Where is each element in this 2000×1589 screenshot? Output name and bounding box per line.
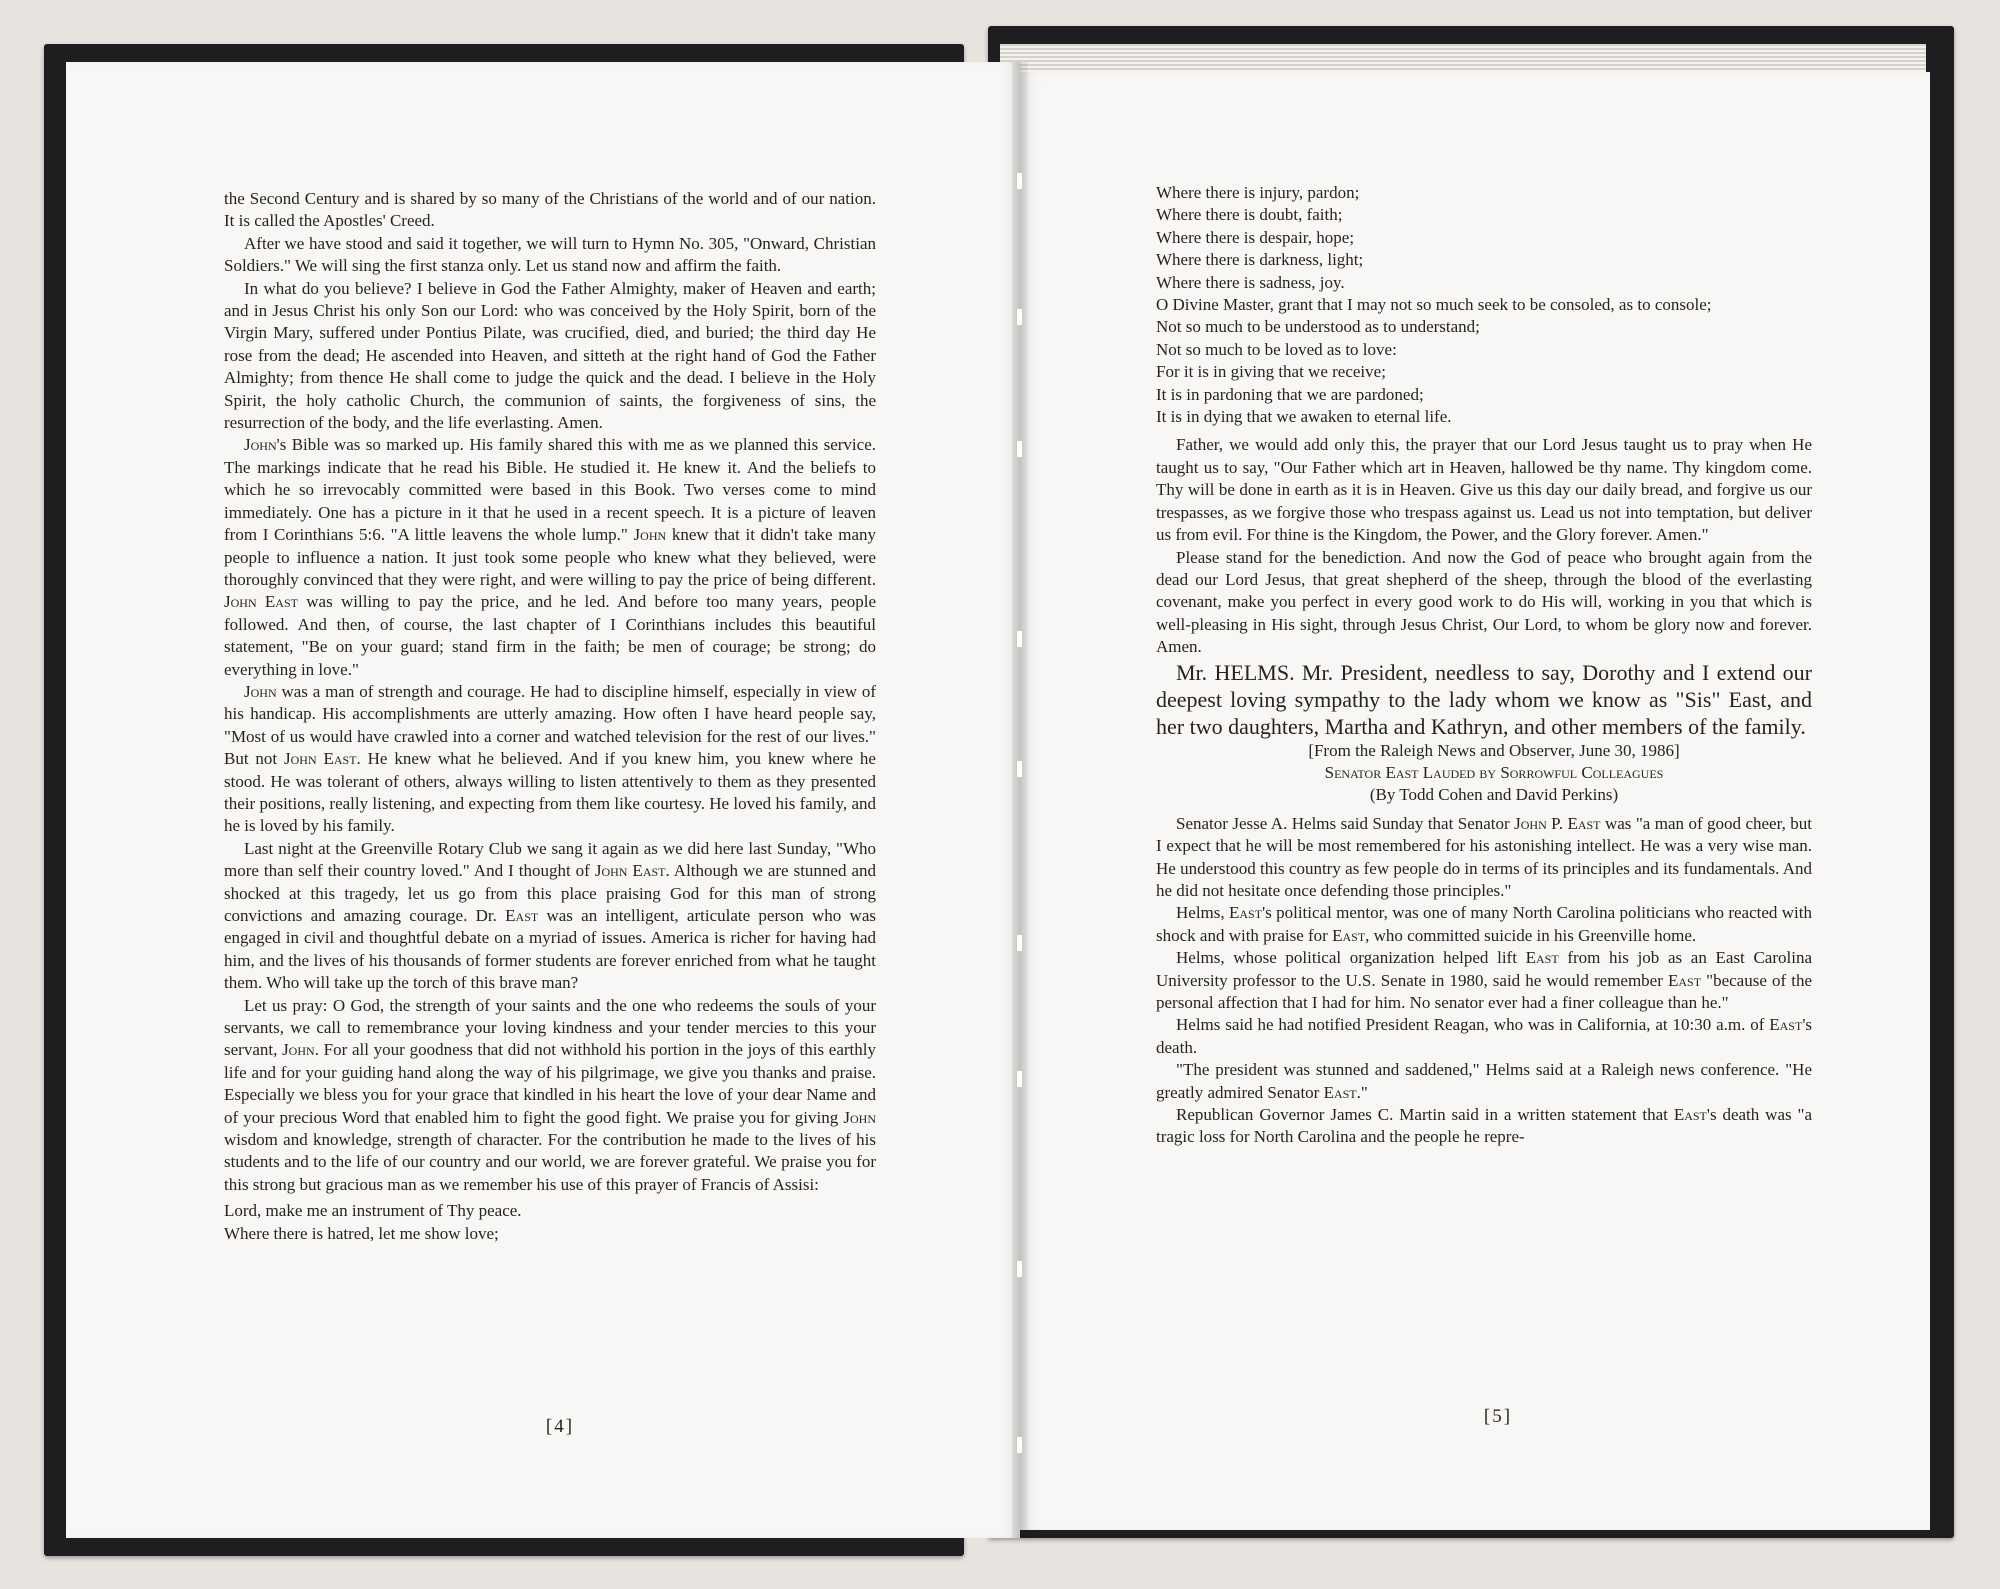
right-page-text bbox=[1156, 182, 1812, 1149]
name-small-caps: John bbox=[843, 1107, 876, 1127]
text-run: the Second Century and is shared by so many of the Christians of the world and of our nation. It is called the Apostles' Creed. bbox=[224, 189, 876, 231]
paragraph bbox=[1156, 1014, 1812, 1059]
article-headline: Senator East Lauded by Sorrowful Colleagues bbox=[1324, 762, 1664, 782]
left-page-text bbox=[224, 188, 876, 1245]
name-small-caps: John bbox=[1514, 813, 1547, 833]
text-run: Helms, bbox=[1176, 903, 1229, 923]
text-run: 's death was "a tragic loss for North Carolina and the people he repre- bbox=[1156, 1105, 1812, 1147]
article-paragraphs bbox=[1156, 813, 1812, 1149]
verse-line: Lord, make me an instrument of Thy peace. bbox=[224, 1201, 522, 1221]
text-run: Republican Governor James C. Martin said in a written statement that bbox=[1176, 1105, 1674, 1125]
verse-line: For it is in giving that we receive; bbox=[1156, 362, 1386, 382]
verse-line: Where there is sadness, joy. bbox=[1156, 272, 1345, 292]
text-run: 's death. bbox=[1156, 1015, 1812, 1057]
name-small-caps: East bbox=[1323, 1082, 1357, 1102]
text-run: Helms said he had notified President Reagan, who was in California, at 10:30 a.m. of bbox=[1176, 1015, 1770, 1035]
paragraph bbox=[224, 278, 876, 435]
verse-line: It is in dying that we awaken to eternal life. bbox=[1156, 407, 1452, 427]
name-small-caps: John East bbox=[284, 749, 357, 769]
page-number-left: [4] bbox=[545, 1416, 575, 1437]
text-run: , who committed suicide in his Greenville home. bbox=[1365, 925, 1697, 945]
name-small-caps: East bbox=[1567, 813, 1601, 833]
text-run: . For all your goodness that did not withhold his portion in the joys of this earthly life and for your guiding hand along the way of his pilgrimage, we give you thanks and praise. Especially we bless you for your grace that kindled in his heart the love of your dear Name and of your precious Word that enabled him to fight the good fight. We praise you for giving bbox=[224, 1040, 876, 1127]
paragraph bbox=[224, 233, 876, 278]
paragraph bbox=[224, 681, 876, 838]
binding-stitch bbox=[1016, 1260, 1023, 1278]
paragraph bbox=[1156, 947, 1812, 1014]
text-run: "The president was stunned and saddened," Helms said at a Raleigh news conference. "He greatly admired Senator bbox=[1156, 1060, 1812, 1102]
text-run: wisdom and knowledge, strength of character. For the contribution he made to the lives of his students and to the life of our country and our world, we are forever grateful. We praise you for this strong but gracious man as we remember his use of this prayer of Francis of Assisi: bbox=[224, 1130, 876, 1194]
page-number-right: [5] bbox=[1483, 1406, 1513, 1427]
text-run: P. bbox=[1546, 813, 1568, 833]
binding-stitch bbox=[1016, 934, 1023, 952]
text-run: Please stand for the benediction. And now the God of peace who brought again from the dead our Lord Jesus, that great shepherd of the sheep, through the blood of the everlasting covenant, make you perfect in every good work to do His will, working in you that which is well-pleasing in His sight, through Jesus Christ, Our Lord, to whom be glory now and forever. Amen. bbox=[1156, 547, 1812, 657]
name-small-caps: John bbox=[244, 681, 277, 701]
page-edges bbox=[1000, 44, 1926, 72]
name-small-caps: East bbox=[1673, 1105, 1707, 1125]
verse-line: O Divine Master, grant that I may not so much seek to be consoled, as to console; bbox=[1156, 295, 1712, 315]
binding-stitch bbox=[1016, 440, 1023, 458]
verse-line: Not so much to be understood as to understand; bbox=[1156, 317, 1480, 337]
prayer-verse-continued bbox=[1156, 182, 1812, 428]
binding-stitch bbox=[1016, 630, 1023, 648]
name-small-caps: East bbox=[1769, 1015, 1803, 1035]
verse-line: Where there is despair, hope; bbox=[1156, 227, 1355, 247]
binding-stitch bbox=[1016, 308, 1023, 326]
text-run: In what do you believe? I believe in God the Father Almighty, maker of Heaven and earth; and in Jesus Christ his only Son our Lord: who was conceived by the Holy Spirit, born of the Virgin Mary, suffered under Pontius Pilate, was crucified, died, and buried; the third day He rose from the dead; He ascended into Heaven, and sitteth at the right hand of God the Father Almighty; from thence He shall come to judge the quick and the dead. I believe in the Holy Spirit, the holy catholic Church, the communion of saints, the forgiveness of sins, the resurrection of the body, and the life everlasting. Amen. bbox=[224, 278, 876, 433]
text-run: Last night at the Greenville Rotary Club we sang it again as we did here last Sunday, "Who more than self their country loved." And I thought of bbox=[224, 838, 876, 881]
name-small-caps: East bbox=[1229, 903, 1263, 923]
paragraph bbox=[1156, 1059, 1812, 1104]
text-run: Let us pray: O God, the strength of your saints and the one who redeems the souls of your servants, we call to remembrance your loving kindness and your tender mercies to this your servant, bbox=[224, 995, 876, 1060]
name-small-caps: East bbox=[505, 906, 539, 925]
text-run: knew that it didn't take many people to influence a nation. It just took some people who knew what they believed, were thoroughly convinced that they were right, and were willing to pay the price of being different. bbox=[224, 525, 876, 589]
text-run: ." bbox=[1356, 1082, 1368, 1102]
binding-stitch bbox=[1016, 1070, 1023, 1088]
binding-stitch bbox=[1016, 760, 1023, 778]
text-run: . He knew what he believed. And if you knew him, you knew where he stood. He was tolerant of others, always willing to listen attentively to them as they presented their positions, really listening, and expecting from them like courtesy. He loved his family, and he is loved by his family. bbox=[224, 749, 876, 836]
text-run: 's Bible was so marked up. His family shared this with me as we planned this service. The markings indicate that he read his Bible. He studied it. He knew it. And the beliefs to which he so irrevocably committed were based in this Book. Two verses come to mind immediately. One has a picture in it that he used in a recent speech. It is a picture of leaven from I Corinthians 5:6. "A little leavens the whole lump." bbox=[224, 435, 876, 545]
name-small-caps: East bbox=[1525, 948, 1559, 968]
source-line: [From the Raleigh News and Observer, June 30, 1986] bbox=[1308, 740, 1680, 760]
verse-line: Where there is doubt, faith; bbox=[1156, 205, 1343, 225]
name-small-caps: John East bbox=[224, 592, 298, 612]
text-run: 's political mentor, was one of many North Carolina politicians who reacted with shock and with praise for bbox=[1156, 903, 1812, 945]
paragraph bbox=[1156, 902, 1812, 947]
text-run: Father, we would add only this, the prayer that our Lord Jesus taught us to pray when He taught us to say, "Our Father which art in Heaven, hallowed be thy name. Thy kingdom come. Thy will be done in earth as it is in Heaven. Give us this day our daily bread, and forgive us our trespasses, as we forgive those who trespass against us. Lead us not into temptation, but deliver us from evil. For thine is the Kingdom, the Power, and the Glory forever. Amen." bbox=[1156, 435, 1812, 545]
paragraph bbox=[224, 434, 876, 680]
paragraph bbox=[1156, 434, 1812, 546]
name-small-caps: East bbox=[1668, 970, 1702, 990]
name-small-caps: John East bbox=[594, 861, 666, 881]
text-run: was a man of strength and courage. He had to discipline himself, especially in view of his handicap. His accomplishments are utterly amazing. How often I have heard people say, "Most of us would have crawled into a corner and watched television for the rest of our lives." But not bbox=[224, 681, 876, 769]
text-run: "because of the personal affection that I had for him. No senator ever had a finer colleague than he." bbox=[1156, 970, 1813, 1012]
name-small-caps: John bbox=[244, 435, 277, 455]
binding-stitch bbox=[1016, 1436, 1023, 1454]
name-small-caps: John bbox=[282, 1040, 315, 1060]
paragraph bbox=[1156, 1104, 1812, 1149]
verse-line: Where there is hatred, let me show love; bbox=[224, 1223, 499, 1243]
verse-line: It is in pardoning that we are pardoned; bbox=[1156, 384, 1424, 404]
verse-line: Where there is injury, pardon; bbox=[1156, 183, 1360, 202]
paragraph bbox=[1156, 813, 1812, 903]
text-run: was an intelligent, articulate person who was engaged in civil and thoughtful debate on a myriad of issues. America is richer for having had him, and the lives of his thousands of former students are forever enriched from what he taught them. Who will take up the torch of this brave man? bbox=[224, 906, 876, 993]
verse-line: Where there is darkness, light; bbox=[1156, 250, 1364, 270]
binding-stitch bbox=[1016, 172, 1023, 190]
paragraph bbox=[1156, 547, 1812, 659]
text-run: . Although we are stunned and shocked at this tragedy, let us go from this place praising God for this man of strong convictions and amazing courage. Dr. bbox=[224, 861, 876, 925]
book-gutter bbox=[1012, 62, 1028, 1538]
helms-statement: Mr. HELMS. Mr. President, needless to say, Dorothy and I extend our deepest loving sympathy to the lady whom we know as "Sis" East, and her two daughters, Martha and Kathryn, and other members of the family. bbox=[1156, 659, 1812, 739]
text-run: was "a man of good cheer, but I expect that he will be most remembered for his astonishing intellect. He was a very wise man. He understood this country as few people do in terms of its principles and its fundamentals. And he did not hesitate once defending those principles." bbox=[1156, 813, 1812, 900]
text-run: After we have stood and said it together, we will turn to Hymn No. 305, "Onward, Christian Soldiers." We will sing the first stanza only. Let us stand now and affirm the faith. bbox=[224, 233, 876, 276]
text-run: Helms, whose political organization helped lift bbox=[1176, 948, 1526, 968]
prayer-paragraphs bbox=[1156, 434, 1812, 658]
text-run: Senator Jesse A. Helms said Sunday that Senator bbox=[1176, 813, 1515, 833]
paragraph bbox=[224, 995, 876, 1197]
verse-line: Not so much to be loved as to love: bbox=[1156, 339, 1397, 359]
left-paragraphs bbox=[224, 188, 876, 1196]
name-small-caps: East bbox=[1332, 925, 1366, 945]
text-run: was willing to pay the price, and he led. And before too many years, people followed. And then, of course, the last chapter of I Corinthians includes this beautiful statement, "Be on your guard; stand firm in the faith; be men of courage; be strong; do everything in love." bbox=[224, 592, 877, 679]
prayer-verse-start bbox=[224, 1200, 876, 1245]
paragraph bbox=[224, 188, 876, 233]
paragraph bbox=[224, 838, 876, 995]
name-small-caps: John bbox=[633, 525, 667, 545]
text-run: from his job as an East Carolina University professor to the U.S. Senate in 1980, said he would remember bbox=[1156, 948, 1812, 990]
article-byline: (By Todd Cohen and David Perkins) bbox=[1369, 785, 1619, 805]
